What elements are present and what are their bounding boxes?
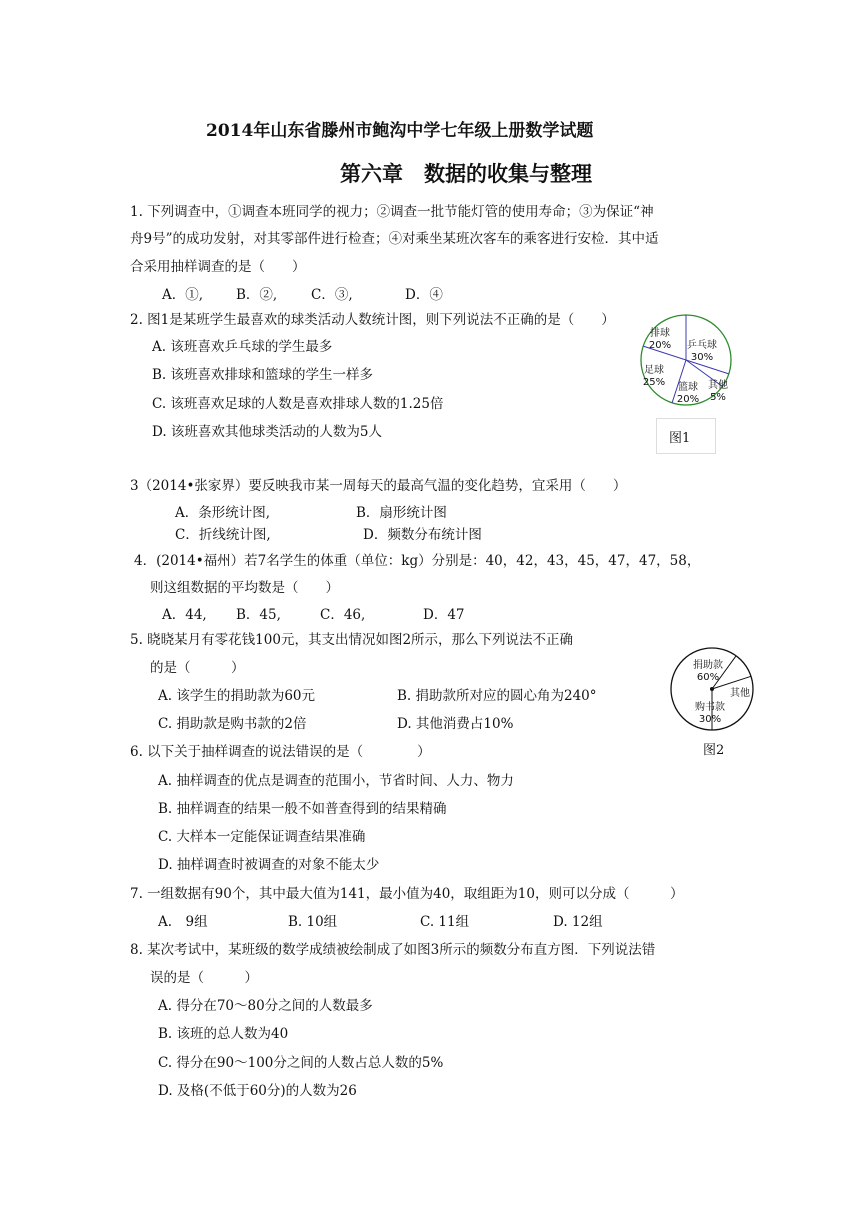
pie-slice-label: 乒乓球: [687, 340, 717, 351]
q6-option-d: D. 抽样调查时被调查的对象不能太少: [158, 857, 380, 873]
pie-slice-value: 20%: [676, 394, 700, 405]
q2-option-b: B. 该班喜欢排球和篮球的学生一样多: [152, 367, 374, 383]
q6-stem: 6. 以下关于抽样调查的说法错误的是（ ）: [130, 744, 431, 760]
pie-slice-value: 20%: [648, 340, 672, 351]
chapter-title: 第六章 数据的收集与整理: [340, 161, 592, 186]
figure1-pie-chart: [630, 312, 744, 412]
q2-option-a: A. 该班喜欢乒乓球的学生最多: [152, 339, 333, 355]
q5-option-a: A. 该学生的捐助款为60元: [158, 688, 316, 704]
q8-option-c: C. 得分在90～100分之间的人数占总人数的5%: [158, 1055, 444, 1071]
q1-option-a: A．①,: [162, 287, 204, 303]
pie-slice-value: 5%: [710, 392, 726, 403]
q8-option-b: B. 该班的总人数为40: [158, 1026, 289, 1042]
q8-stem-line2: 误的是（ ）: [150, 970, 258, 986]
q4-stem-line2: 则这组数据的平均数是（ ）: [150, 580, 339, 596]
q4-option-c: C．46,: [320, 607, 366, 623]
pie-slice-value: 30%: [698, 714, 722, 725]
q2-stem: 2. 图1是某班学生最喜欢的球类活动人数统计图，则下列说法不正确的是（ ）: [130, 312, 615, 328]
q6-option-b: B. 抽样调查的结果一般不如普查得到的结果精确: [158, 801, 447, 817]
q7-option-a: A. 9组: [158, 914, 208, 930]
q5-stem-line2: 的是（ ）: [150, 660, 245, 676]
q3-option-a: A．条形统计图,: [175, 505, 271, 521]
q7-option-b: B. 10组: [288, 914, 338, 930]
q2-option-d: D. 该班喜欢其他球类活动的人数为5人: [152, 424, 383, 440]
q5-option-b: B. 捐助款所对应的圆心角为240°: [397, 688, 597, 704]
q1-option-b: B．②,: [236, 287, 278, 303]
q8-option-a: A. 得分在70～80分之间的人数最多: [158, 998, 373, 1014]
q7-stem: 7. 一组数据有90个，其中最大值为141，最小值为40，取组距为10，则可以分成（ ）: [130, 886, 684, 902]
q8-stem-line1: 8. 某次考试中，某班级的数学成绩被绘制成了如图3所示的频数分布直方图．下列说法错: [130, 942, 656, 958]
q1-stem-line1: 1. 下列调查中，①调查本班同学的视力；②调查一批节能灯管的使用寿命；③为保证“神: [130, 204, 654, 220]
pie-slice-value: 25%: [642, 377, 666, 388]
pie-slice-label: 排球: [650, 328, 670, 339]
figure1-caption-box: [656, 418, 716, 454]
q4-option-d: D．47: [423, 607, 465, 623]
pie-slice-label: 足球: [644, 365, 664, 376]
pie-slice-label: 购书款: [695, 702, 725, 713]
pie-center-dot: [710, 687, 714, 691]
q4-option-a: A．44,: [162, 607, 207, 623]
pie-slice-label: 篮球: [678, 382, 698, 393]
q7-option-d: D. 12组: [553, 914, 603, 930]
q4-option-b: B．45,: [236, 607, 281, 623]
figure2-caption: 图2: [703, 743, 725, 758]
q1-option-c: C．③,: [311, 287, 353, 303]
q3-option-c: C．折线统计图,: [175, 527, 271, 543]
q8-option-d: D. 及格(不低于60分)的人数为26: [158, 1083, 357, 1099]
q5-option-d: D. 其他消费占10%: [397, 716, 514, 732]
page-title: 2014年山东省滕州市鲍沟中学七年级上册数学试题: [206, 121, 594, 141]
q1-stem-line2: 舟9号”的成功发射，对其零部件进行检查；④对乘坐某班次客车的乘客进行安检．其中适: [130, 231, 659, 247]
pie-slice-label: 捐助款: [693, 660, 723, 671]
figure2-pie-chart: [662, 646, 766, 736]
q4-stem-line1: 4．(2014•福州）若7名学生的体重（单位：kg）分别是：40，42，43，45，47，47，58，: [134, 553, 701, 569]
pie-slice-label: 其他: [708, 380, 728, 391]
q3-stem: 3（2014•张家界）要反映我市某一周每天的最高气温的变化趋势，宜采用（ ）: [130, 478, 627, 494]
pie-slice-value: 60%: [696, 672, 720, 683]
q7-option-c: C. 11组: [420, 914, 470, 930]
q6-option-a: A. 抽样调查的优点是调查的范围小，节省时间、人力、物力: [158, 773, 514, 789]
q5-option-c: C. 捐助款是购书款的2倍: [158, 716, 307, 732]
q1-stem-line3: 合采用抽样调查的是（ ）: [130, 259, 306, 275]
figure1-caption: 图1: [669, 431, 691, 446]
pie-slice-value: 30%: [690, 352, 714, 363]
q3-option-d: D．频数分布统计图: [363, 527, 482, 543]
pie-slice-label: 其他: [730, 688, 750, 699]
q6-option-c: C. 大样本一定能保证调查结果准确: [158, 829, 366, 845]
q5-stem-line1: 5. 晓晓某月有零花钱100元，其支出情况如图2所示，那么下列说法不正确: [130, 632, 574, 648]
q3-option-b: B．扇形统计图: [356, 505, 447, 521]
q1-option-d: D．④: [405, 287, 443, 303]
q2-option-c: C. 该班喜欢足球的人数是喜欢排球人数的1.25倍: [152, 396, 444, 412]
